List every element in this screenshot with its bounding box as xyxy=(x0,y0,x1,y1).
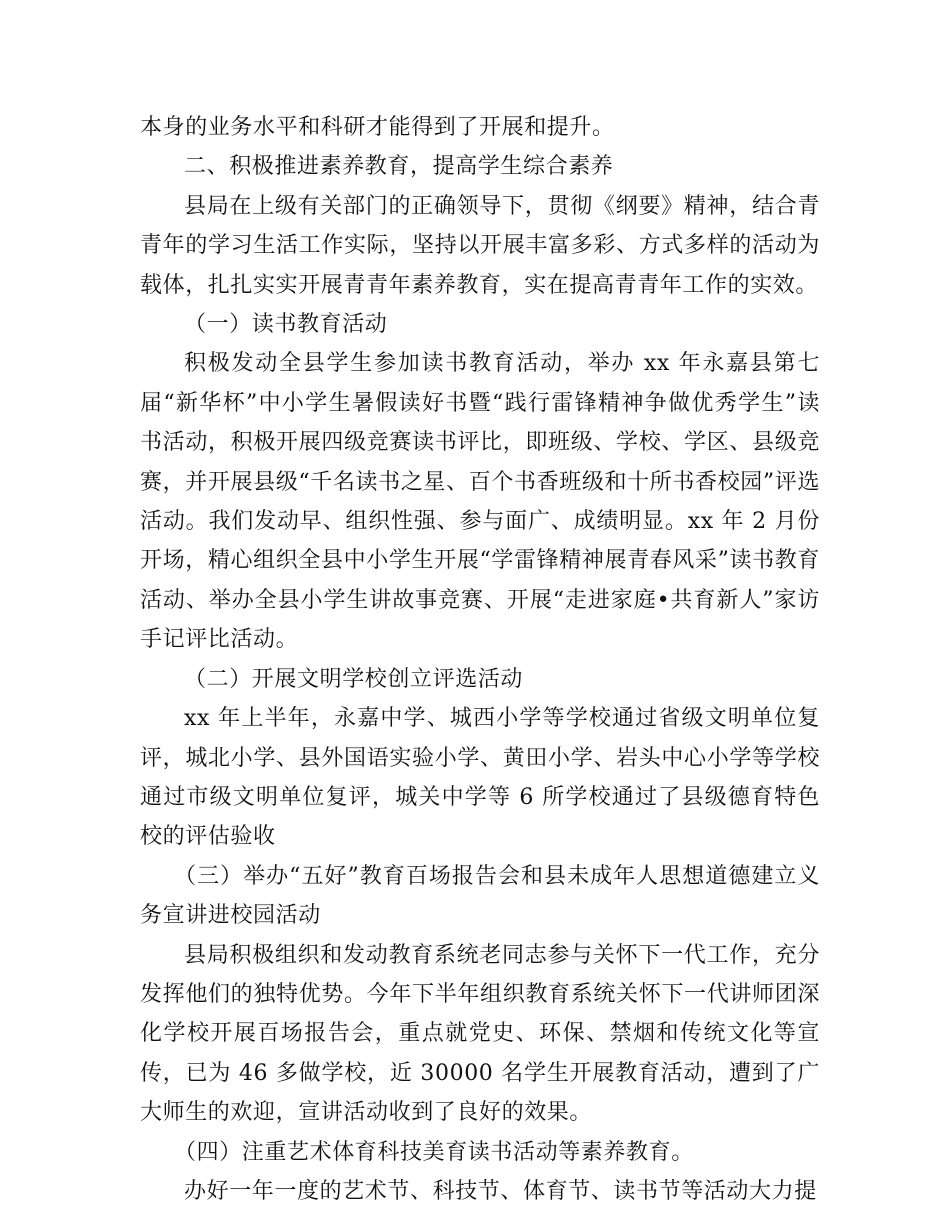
paragraph-continuation: 本身的业务水平和科研才能得到了开展和提升。 xyxy=(140,115,615,140)
subheading-five-good-reports: （三）举办“五好”教育百场报告会和县未成年人思想道德建立义务宣讲进校园活动 xyxy=(140,863,820,929)
subheading-arts-sports: （四）注重艺术体育科技美育读书活动等素养教育。 xyxy=(174,1139,694,1165)
paragraph-report-meetings: 县局积极组织和发动教育系统老同志参与关怀下一代工作，充分发挥他们的独特优势。今年下半年组织教育系统关怀下一代讲师团深化学校开展百场报告会，重点就党史、环保、禁烟和传统文化等宣传，已为 46 多做学校，近 30000 名学生开展教育活动，遭到了广大师生的欢迎，宣讲活动收到了良好的效果。 xyxy=(140,942,820,1126)
paragraph-festivals: 办好一年一度的艺术节、科技节、体育节、读书节等活动大力提 xyxy=(184,1178,817,1204)
paragraph-civilized-school: xx 年上半年，永嘉中学、城西小学等学校通过省级文明单位复评，城北小学、县外国语实验小学、黄田小学、岩头中心小学等学校通过市级文明单位复评，城关中学等 6 所学校通过了县级德育特色校的评估验收 xyxy=(140,706,820,850)
section-heading-2: 二、积极推进素养教育，提高学生综合素养 xyxy=(184,154,614,180)
document-body xyxy=(140,108,820,1211)
paragraph-quality-education: 县局在上级有关部门的正确领导下，贯彻《纲要》精神，结合青青年的学习生活工作实际，坚持以开展丰富多彩、方式多样的活动为载体，扎扎实实开展青青年素养教育，实在提高青青年工作的实效。 xyxy=(140,193,820,298)
paragraph-reading-activities: 积极发动全县学生参加读书教育活动，举办 xx 年永嘉县第七届“新华杯”中小学生暑假读好书暨“践行雷锋精神争做优秀学生”读书活动，积极开展四级竞赛读书评比，即班级、学校、学区、县级竞赛，并开展县级“千名读书之星、百个书香班级和十所书香校园”评选活动。我们发动早、组织性强、参与面广、成绩明显。xx 年 2 月份开场，精心组织全县中小学生开展“学雷锋精神展青春风采”读书教育活动、举办全县小学生讲故事竞赛、开展“走进家庭•共育新人”家访手记评比活动。 xyxy=(140,351,820,653)
subheading-civilized-school: （二）开展文明学校创立评选活动 xyxy=(184,666,524,692)
subheading-reading-education: （一）读书教育活动 xyxy=(184,312,388,338)
